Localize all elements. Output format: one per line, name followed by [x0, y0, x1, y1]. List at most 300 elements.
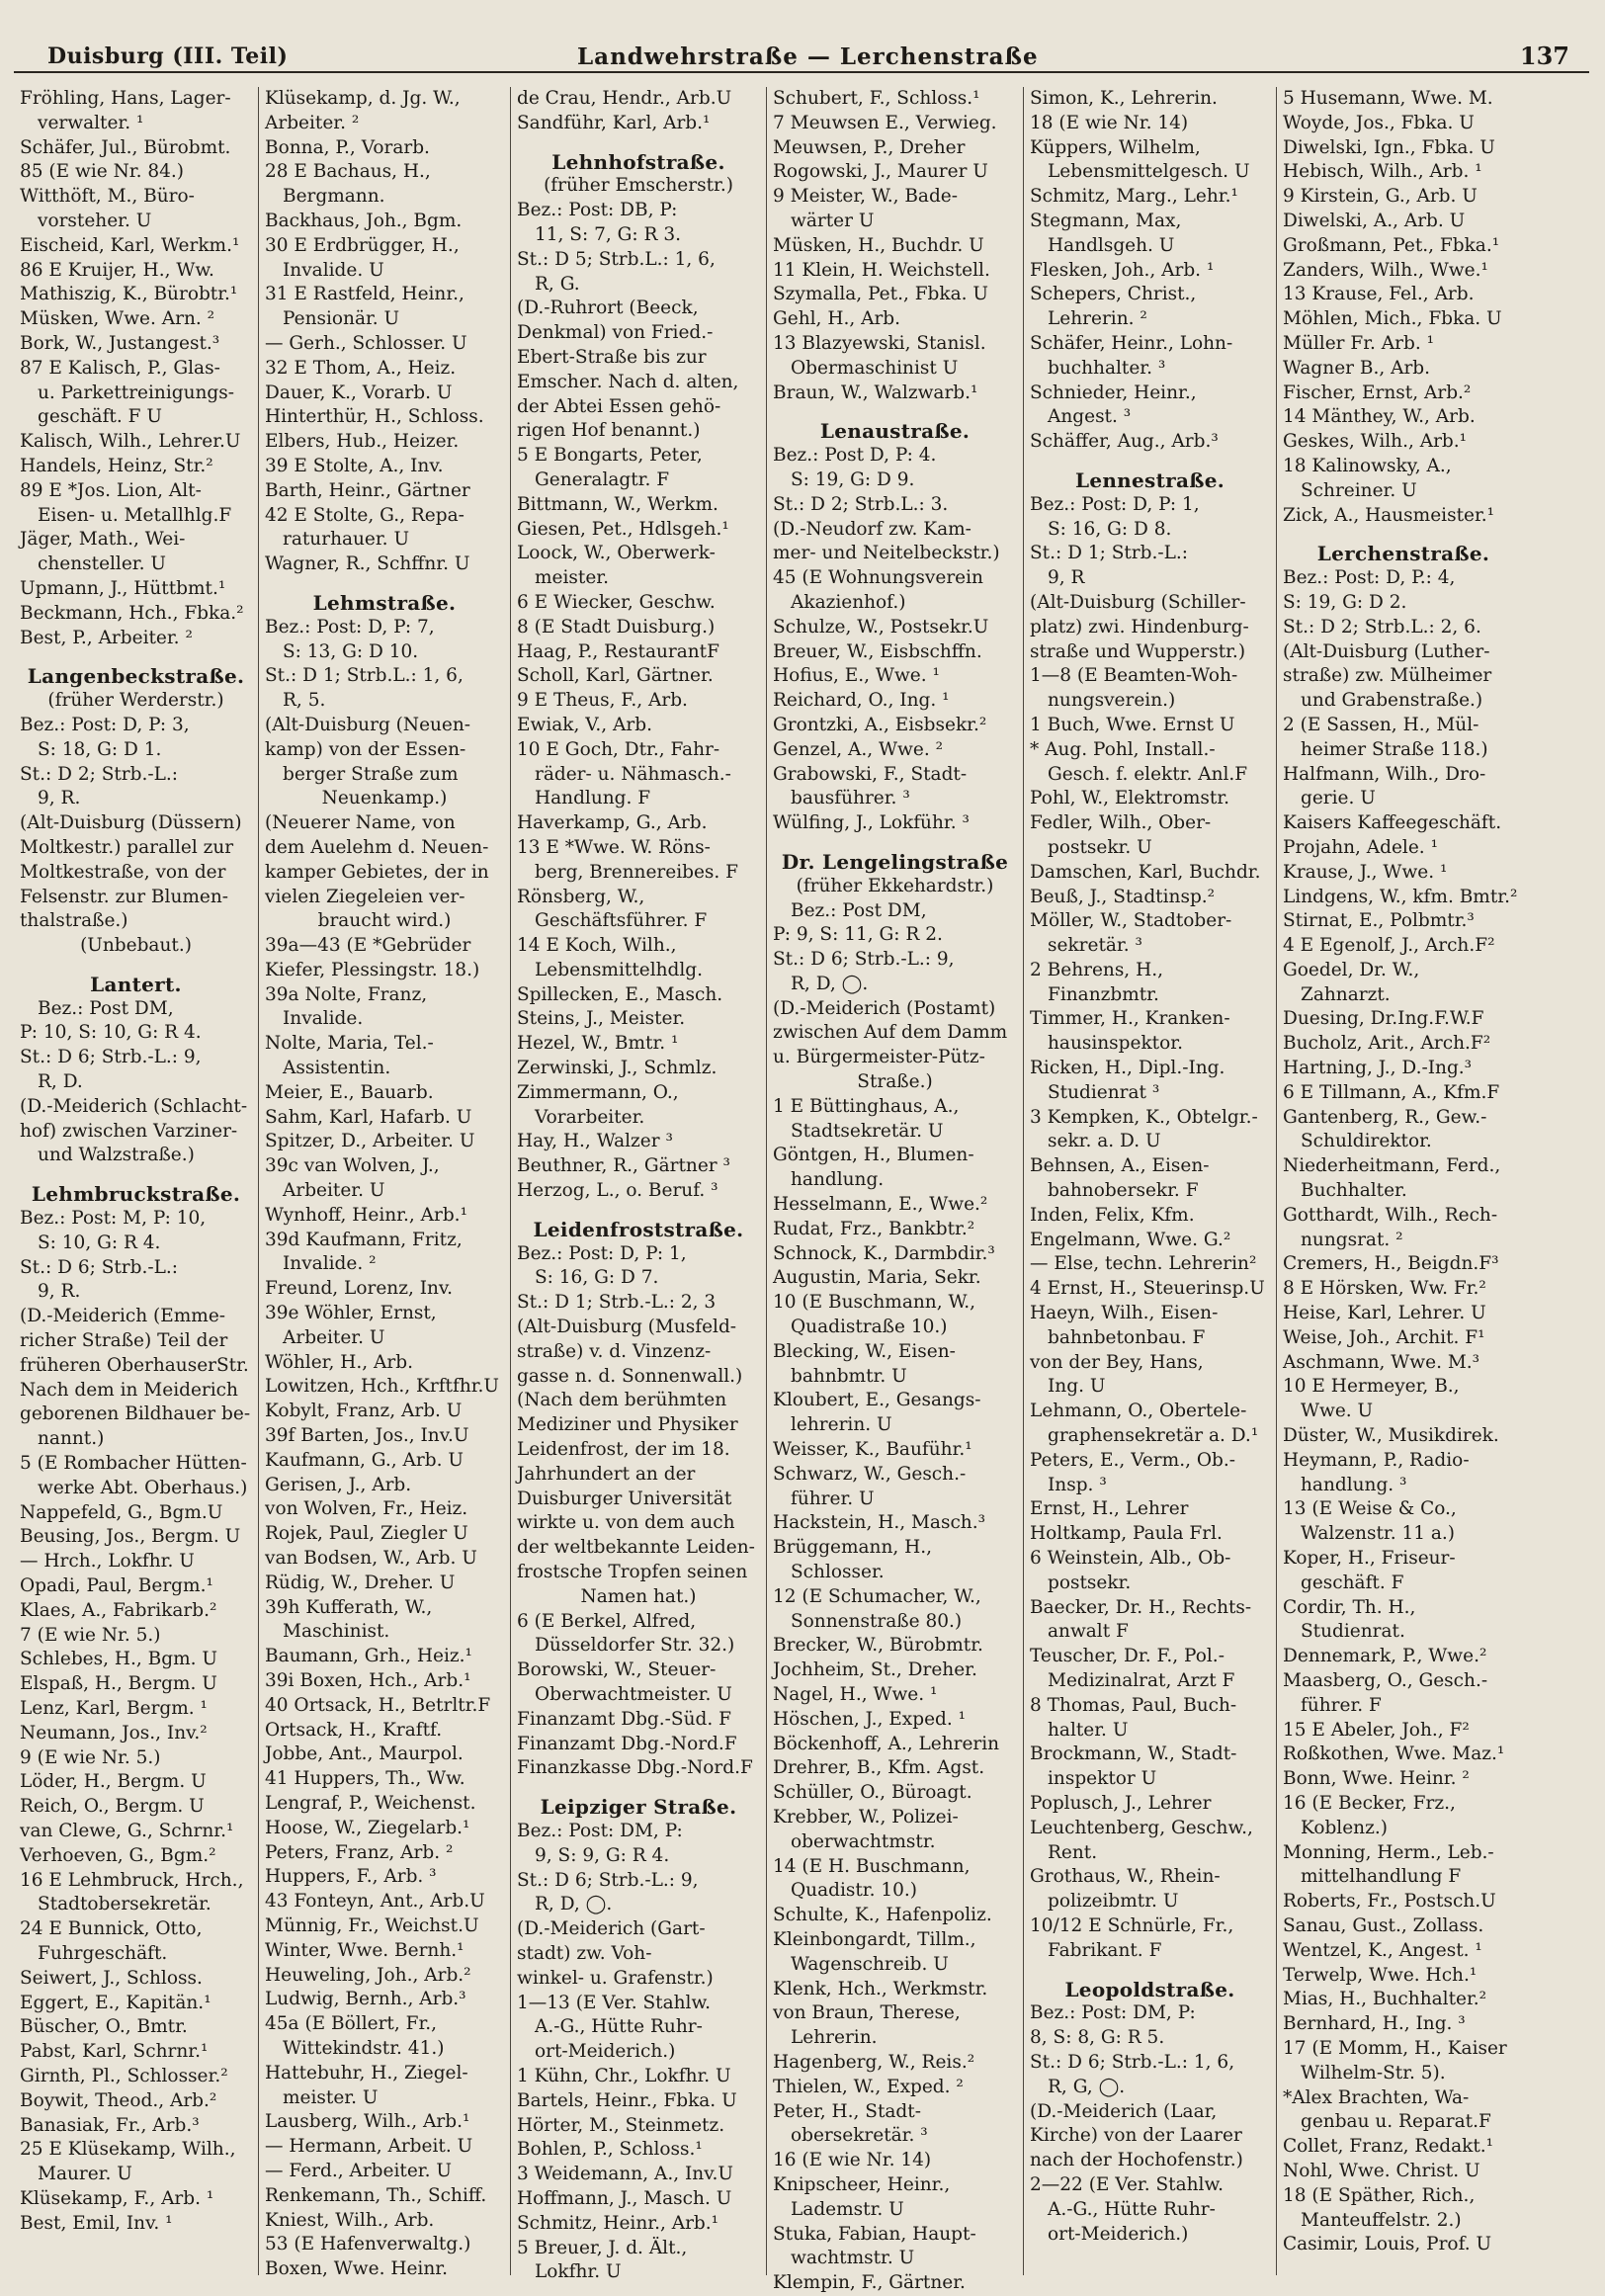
- directory-line: 30 E Erdbrügger, H.,: [265, 234, 460, 256]
- directory-line: Verhoeven, G., Bgm.²: [20, 1844, 216, 1866]
- directory-line: nannt.): [38, 1428, 105, 1450]
- directory-line: 2 Behrens, H.,: [1030, 959, 1163, 980]
- section-spacer: [1283, 528, 1524, 542]
- directory-line: Invalide. ²: [283, 1253, 377, 1275]
- directory-line: Generalagtr. F: [535, 468, 670, 490]
- directory-line: Schwarz, W., Gesch.-: [773, 1463, 967, 1485]
- directory-line: Neumann, Jos., Inv.²: [20, 1722, 208, 1743]
- directory-line: A.-G., Hütte Ruhr-: [535, 2016, 703, 2038]
- directory-line: Collet, Franz, Redakt.¹: [1283, 2136, 1494, 2158]
- directory-line: Hartning, J., D.-Ing.³: [1283, 1058, 1473, 1079]
- directory-line: St.: D 6; Strb.-L.:: [20, 1256, 179, 1278]
- section-spacer: [20, 959, 252, 973]
- directory-line: (D.-Ruhrort (Beeck,: [517, 298, 699, 319]
- directory-line: Wittekindstr. 41.): [283, 2037, 445, 2059]
- directory-line: S: 18, G: D 1.: [38, 738, 162, 760]
- street-heading: Lenaustraße.: [819, 419, 971, 444]
- directory-line: 4 E Egenolf, J., Arch.F²: [1283, 935, 1495, 957]
- directory-line: stadt) zw. Voh-: [517, 1942, 652, 1964]
- directory-line: postsekr. U: [1048, 836, 1152, 858]
- directory-line: Lindgens, W., kfm. Bmtr.²: [1283, 886, 1518, 907]
- section-spacer: [517, 136, 760, 150]
- directory-line: Assistentin.: [283, 1058, 391, 1079]
- directory-line: obersekretär. ³: [791, 2125, 928, 2147]
- directory-line: Büscher, O., Bmtr.: [20, 2016, 188, 2038]
- directory-line: Huppers, F., Arb. ³: [265, 1866, 437, 1888]
- directory-line: Fuhrgeschäft.: [38, 1942, 168, 1964]
- directory-line: (früher Emscherstr.): [544, 175, 733, 197]
- directory-line: Kobylt, Franz, Arb. U: [265, 1401, 463, 1422]
- directory-line: 6 (E Berkel, Alfred,: [517, 1610, 697, 1632]
- directory-line: geborenen Bildhauer be-: [20, 1403, 251, 1425]
- directory-line: 2—22 (E Ver. Stahlw.: [1030, 2173, 1224, 2195]
- directory-line: Haeyn, Wilh., Eisen-: [1030, 1303, 1219, 1324]
- directory-line: Koblenz.): [1301, 1817, 1388, 1838]
- street-heading: Leopoldstraße.: [1064, 1977, 1235, 2001]
- section-spacer: [517, 1204, 760, 1218]
- directory-line: Pohl, W., Elektromstr.: [1030, 788, 1230, 809]
- directory-line: Casimir, Louis, Prof. U: [1283, 2234, 1492, 2255]
- directory-line: 5 Husemann, Wwe. M.: [1283, 88, 1493, 109]
- directory-line: Bez.: Post: DB, P:: [517, 200, 678, 221]
- directory-line: Rönsberg, W.,: [517, 886, 645, 907]
- directory-line: räder- u. Nähmasch.-: [535, 763, 731, 785]
- street-heading: Lerchenstraße.: [1316, 542, 1490, 566]
- directory-line: Schnock, K., Darmbdir.³: [773, 1242, 995, 1264]
- directory-line: 39h Kufferath, W.,: [265, 1596, 433, 1618]
- directory-line: Diwelski, A., Arb. U: [1283, 210, 1466, 231]
- directory-line: Cremers, H., Beigdn.F³: [1283, 1253, 1499, 1275]
- directory-line: 13 E *Wwe. W. Röns-: [517, 836, 711, 858]
- directory-line: Lengraf, P., Weichenst.: [265, 1792, 476, 1814]
- directory-line: 13 Blazyewski, Stanisl.: [773, 332, 986, 354]
- directory-line: oberwachtmstr.: [791, 1830, 936, 1852]
- directory-line: Müller Fr. Arb. ¹: [1283, 332, 1434, 354]
- directory-line: Hezel, W., Bmtr. ¹: [517, 1033, 679, 1055]
- directory-line: Moltkestr.) parallel zur: [20, 836, 234, 858]
- directory-line: Niederheitmann, Ferd.,: [1283, 1155, 1501, 1177]
- directory-line: 41 Huppers, Th., Ww.: [265, 1768, 465, 1790]
- directory-line: und Walzstraße.): [38, 1145, 195, 1166]
- directory-line: Wagenschreib. U: [791, 1953, 949, 1975]
- directory-line: Nohl, Wwe. Christ. U: [1283, 2160, 1480, 2181]
- directory-line: bausführer. ³: [791, 788, 910, 809]
- directory-line: Kaufmann, G., Arb. U: [265, 1449, 464, 1471]
- directory-line: Stegmann, Max,: [1030, 210, 1182, 231]
- directory-line: Buchhalter.: [1301, 1180, 1407, 1202]
- directory-line: Zahnarzt.: [1301, 983, 1391, 1005]
- directory-line: Haag, P., RestaurantF: [517, 640, 719, 662]
- directory-line: Wynhoff, Heinr., Arb.¹: [265, 1204, 467, 1226]
- directory-line: Medizinalrat, Arzt F: [1048, 1670, 1235, 1691]
- directory-line: — Hermann, Arbeit. U: [265, 2136, 473, 2158]
- directory-line: mer- und Neitelbeckstr.): [773, 543, 1000, 564]
- directory-line: 9 E Theus, F., Arb.: [517, 690, 688, 712]
- directory-line: 18 (E wie Nr. 14): [1030, 112, 1189, 133]
- directory-line: 87 E Kalisch, P., Glas-: [20, 357, 220, 379]
- directory-line: kamper Gebietes, der in: [265, 861, 489, 883]
- directory-line: Brecker, W., Bürobmtr.: [773, 1635, 983, 1657]
- directory-line: (früher Werderstr.): [47, 690, 224, 712]
- directory-line: Heymann, P., Radio-: [1283, 1449, 1470, 1471]
- directory-line: Genzel, A., Wwe. ²: [773, 738, 943, 760]
- directory-line: gasse n. d. Sonnenwall.): [517, 1365, 743, 1387]
- directory-line: wärter U: [791, 210, 875, 231]
- directory-line: Reich, O., Bergm. U: [20, 1796, 205, 1818]
- directory-line: 43 Fonteyn, Ant., Arb.U: [265, 1891, 485, 1913]
- directory-line: Jäger, Math., Wei-: [20, 529, 186, 551]
- directory-line: Fabrikant. F: [1048, 1939, 1162, 1961]
- directory-line: Bez.: Post DM,: [791, 899, 927, 921]
- directory-line: 2 (E Sassen, H., Mül-: [1283, 714, 1479, 735]
- directory-line: van Bodsen, W., Arb. U: [265, 1548, 477, 1570]
- directory-line: Schuldirektor.: [1301, 1131, 1432, 1152]
- street-heading: Lehmstraße.: [312, 590, 457, 615]
- directory-line: ort-Meiderich.): [1048, 2223, 1189, 2245]
- directory-line: St.: D 2; Strb.-L.:: [20, 763, 179, 785]
- directory-line: Bonna, P., Vorarb.: [265, 136, 430, 158]
- directory-line: Arbeiter. ²: [265, 112, 360, 133]
- directory-line: Knipscheer, Heinr.,: [773, 2173, 951, 2195]
- directory-line: Best, Emil, Inv. ¹: [20, 2212, 173, 2234]
- directory-line: 10 (E Buschmann, W.,: [773, 1292, 976, 1314]
- directory-line: Boywit, Theod., Arb.²: [20, 2089, 217, 2111]
- directory-line: 11, S: 7, G: R 3.: [535, 223, 681, 245]
- directory-line: bahnobersekr. F: [1048, 1180, 1199, 1202]
- directory-line: kamp) von der Essen-: [265, 738, 466, 760]
- directory-line: Hagenberg, W., Reis.²: [773, 2051, 975, 2073]
- directory-line: — Hrch., Lokfhr. U: [20, 1551, 195, 1573]
- directory-line: Ludwig, Bernh., Arb.³: [265, 1989, 466, 2010]
- directory-line: 6 E Tillmann, A., Kfm.F: [1283, 1081, 1500, 1103]
- directory-line: 45a (E Böllert, Fr.,: [265, 2013, 438, 2035]
- directory-line: (Alt-Duisburg (Düssern): [20, 812, 242, 834]
- directory-line: zwischen Auf dem Damm: [773, 1022, 1008, 1044]
- section-spacer: [20, 650, 252, 664]
- directory-line: Peters, E., Verm., Ob.-: [1030, 1449, 1235, 1471]
- directory-line: Beusing, Jos., Bergm. U: [20, 1526, 241, 1548]
- directory-line: Grabowski, F., Stadt-: [773, 763, 968, 785]
- directory-line: R, G.: [535, 273, 580, 295]
- directory-line: werke Abt. Oberhaus.): [38, 1477, 248, 1498]
- directory-line: Schubert, F., Schloss.¹: [773, 88, 980, 109]
- directory-line: Banasiak, Fr., Arb.³: [20, 2114, 200, 2136]
- directory-line: 8 E Hörsken, Ww. Fr.²: [1283, 1278, 1486, 1300]
- directory-line: Lebensmittelgesch. U: [1048, 161, 1250, 183]
- column-4: [767, 87, 1024, 2294]
- directory-line: führer. F: [1301, 1694, 1382, 1716]
- directory-line: Fischer, Ernst, Arb.²: [1283, 382, 1472, 403]
- directory-line: geschäft. F U: [38, 406, 162, 428]
- directory-line: St.: D 1; Strb.L.: 1, 6,: [265, 665, 464, 687]
- directory-line: Zick, A., Hausmeister.¹: [1283, 504, 1495, 526]
- street-heading: Lennestraße.: [1074, 468, 1225, 492]
- directory-line: St.: D 6; Strb.-L.: 9,: [20, 1047, 202, 1068]
- directory-line: Bez.: Post DM,: [38, 997, 174, 1019]
- directory-line: Emscher. Nach d. alten,: [517, 371, 739, 392]
- directory-line: Neuenkamp.): [321, 788, 448, 809]
- directory-line: 53 (E Hafenverwaltg.): [265, 2234, 471, 2255]
- directory-line: Oberwachtmeister. U: [535, 1684, 732, 1705]
- directory-line: Löder, H., Bergm. U: [20, 1771, 207, 1793]
- directory-line: buchhalter. ³: [1048, 357, 1166, 379]
- directory-line: Behnsen, A., Eisen-: [1030, 1155, 1210, 1177]
- directory-line: 17 (E Momm, H., Kaiser: [1283, 2037, 1507, 2059]
- directory-line: Klüsekamp, F., Arb. ¹: [20, 2187, 214, 2209]
- directory-line: Schepers, Christ.,: [1030, 284, 1197, 305]
- directory-line: Freund, Lorenz, Inv.: [265, 1278, 454, 1300]
- directory-line: 40 Ortsack, H., Betrltr.F: [265, 1694, 491, 1716]
- directory-line: anwalt F: [1048, 1621, 1129, 1643]
- directory-line: Düsseldorfer Str. 32.): [535, 1635, 735, 1657]
- directory-line: 18 Kalinowsky, A.,: [1283, 455, 1452, 476]
- directory-line: (Neuerer Name, von: [265, 812, 456, 834]
- directory-line: nungsverein.): [1048, 690, 1176, 712]
- directory-line: 9 Kirstein, G., Arb. U: [1283, 186, 1478, 208]
- directory-line: *Alex Brachten, Wa-: [1283, 2086, 1470, 2108]
- directory-line: St.: D 2; Strb.L.: 3.: [773, 493, 949, 515]
- directory-line: (D.-Meiderich (Postamt): [773, 997, 996, 1019]
- directory-line: Leidenfrost, der im 18.: [517, 1439, 730, 1461]
- street-heading: Leipziger Straße.: [540, 1795, 737, 1820]
- directory-line: 8 Thomas, Paul, Buch-: [1030, 1694, 1237, 1716]
- directory-line: 39e Wöhler, Ernst,: [265, 1303, 437, 1324]
- directory-line: 1 E Büttinghaus, A.,: [773, 1095, 960, 1117]
- directory-line: Rojek, Paul, Ziegler U: [265, 1523, 468, 1545]
- directory-line: Haverkamp, G., Arb.: [517, 812, 708, 834]
- directory-line: Hackstein, H., Masch.³: [773, 1512, 986, 1534]
- directory-line: nungsrat. ²: [1301, 1229, 1403, 1250]
- directory-line: Ewiak, V., Arb.: [517, 714, 652, 735]
- directory-line: Pabst, Karl, Schrnr.¹: [20, 2041, 209, 2063]
- directory-line: Wilhelm-Str. 5).: [1301, 2062, 1446, 2083]
- directory-line: Krebber, W., Polizei-: [773, 1806, 959, 1828]
- directory-line: 9 (E wie Nr. 5.): [20, 1746, 161, 1768]
- directory-line: Duisburger Universität: [517, 1488, 732, 1509]
- directory-line: Hoose, W., Ziegelarb.¹: [265, 1817, 470, 1838]
- directory-line: — Ferd., Arbeiter. U: [265, 2160, 452, 2181]
- directory-line: Dennemark, P., Wwe.²: [1283, 1646, 1487, 1667]
- directory-line: Bez.: Post: DM, P:: [517, 1820, 683, 1841]
- directory-line: van Clewe, G., Schrnr.¹: [20, 1820, 234, 1841]
- street-heading: Langenbeckstraße.: [27, 664, 245, 689]
- directory-line: 39d Kaufmann, Fritz,: [265, 1229, 463, 1250]
- directory-line: 13 Krause, Fel., Arb.: [1283, 284, 1475, 305]
- directory-line: Ebert-Straße bis zur: [517, 346, 707, 368]
- directory-line: Ricken, H., Dipl.-Ing.: [1030, 1058, 1225, 1079]
- directory-line: genbau u. Reparat.F: [1301, 2111, 1491, 2133]
- directory-line: (Alt-Duisburg (Schiller-: [1030, 591, 1246, 613]
- directory-line: Blecking, W., Eisen-: [773, 1340, 956, 1362]
- directory-line: Schüller, O., Büroagt.: [773, 1782, 972, 1804]
- directory-line: u. Parkettreinigungs-: [38, 382, 234, 403]
- directory-line: Inden, Felix, Kfm.: [1030, 1204, 1195, 1226]
- header-district: Duisburg (III. Teil): [47, 43, 289, 69]
- directory-line: 7 (E wie Nr. 5.): [20, 1624, 161, 1646]
- directory-line: raturhauer. U: [283, 529, 410, 551]
- directory-line: 39 E Stolte, A., Inv.: [265, 455, 444, 476]
- directory-line: frostsche Tropfen seinen: [517, 1562, 748, 1583]
- directory-line: 9, R.: [38, 788, 81, 809]
- directory-line: 5 E Bongarts, Peter,: [517, 445, 703, 467]
- directory-line: Sanau, Gust., Zollass.: [1283, 1914, 1484, 1936]
- street-heading: Lehmbruckstraße.: [31, 1182, 241, 1207]
- directory-line: Bez.: Post: D, P: 3,: [20, 714, 190, 735]
- directory-line: Invalide. U: [283, 259, 384, 281]
- directory-line: führer. U: [791, 1488, 875, 1509]
- directory-line: (D.-Neudorf zw. Kam-: [773, 518, 971, 540]
- directory-line: (früher Ekkehardstr.): [796, 875, 994, 896]
- directory-line: Seiwert, J., Schloss.: [20, 1967, 203, 1989]
- directory-line: Nach dem in Meiderich: [20, 1379, 238, 1401]
- directory-line: S: 19, G: D 2.: [1283, 591, 1407, 613]
- section-spacer: [773, 836, 1017, 850]
- directory-line: Geskes, Wilh., Arb.¹: [1283, 431, 1468, 453]
- directory-line: 42 E Stolte, G., Repa-: [265, 504, 465, 526]
- directory-line: (D.-Meiderich (Laar,: [1030, 2100, 1218, 2122]
- directory-line: Girnth, Pl., Schlosser.²: [20, 2065, 228, 2086]
- directory-line: Namen hat.): [580, 1585, 697, 1607]
- directory-line: Böckenhoff, A., Lehrerin: [773, 1733, 1000, 1754]
- directory-line: Cordir, Th. H.,: [1283, 1596, 1416, 1618]
- directory-line: Gehl, H., Arb.: [773, 308, 901, 330]
- directory-line: Lehmann, O., Obertele-: [1030, 1401, 1247, 1422]
- directory-line: Upmann, J., Hüttbmt.¹: [20, 577, 226, 599]
- directory-line: bahnbetonbau. F: [1048, 1326, 1206, 1348]
- directory-line: Straße.): [857, 1071, 933, 1093]
- directory-line: Damschen, Karl, Buchdr.: [1030, 861, 1261, 883]
- directory-line: 11 Klein, H. Weichstell.: [773, 259, 990, 281]
- directory-line: Bucholz, Arit., Arch.F²: [1283, 1033, 1491, 1055]
- directory-line: 14 (E H. Buschmann,: [773, 1855, 971, 1877]
- directory-line: Schulze, W., Postsekr.U: [773, 616, 989, 638]
- directory-line: Lehrerin.: [791, 2027, 878, 2049]
- directory-line: Kiefer, Plessingstr. 18.): [265, 959, 480, 980]
- directory-line: Hay, H., Walzer ³: [517, 1131, 673, 1152]
- directory-line: Invalide.: [283, 1008, 364, 1030]
- directory-line: Rudat, Frz., Bankbtr.²: [773, 1218, 975, 1239]
- directory-line: Stadtsekretär. U: [791, 1120, 944, 1142]
- directory-line: Beuß, J., Stadtinsp.²: [1030, 886, 1216, 907]
- directory-line: 45 (E Wohnungsverein: [773, 567, 983, 589]
- street-heading: Lehnhofstraße.: [551, 149, 725, 174]
- directory-line: heimer Straße 118.): [1301, 738, 1488, 760]
- directory-line: Woyde, Jos., Fbka. U: [1283, 112, 1475, 133]
- directory-line: 10/12 E Schnürle, Fr.,: [1030, 1914, 1234, 1936]
- directory-line: 39a—43 (E *Gebrüder: [265, 935, 471, 957]
- directory-line: meister. U: [283, 2086, 379, 2108]
- directory-line: der Abtei Essen gehö-: [517, 395, 721, 417]
- directory-line: Pensionär. U: [283, 308, 400, 330]
- directory-line: 13 (E Weise & Co.,: [1283, 1498, 1457, 1520]
- directory-line: Denkmal) von Fried.-: [517, 322, 714, 344]
- directory-line: von Wolven, Fr., Heiz.: [265, 1498, 468, 1520]
- directory-line: Angest. ³: [1048, 406, 1132, 428]
- directory-line: Krause, J., Wwe. ¹: [1283, 861, 1448, 883]
- directory-line: Teuscher, Dr. F., Pol.-: [1030, 1646, 1225, 1667]
- directory-line: Holtkamp, Paula Frl.: [1030, 1523, 1223, 1545]
- directory-line: Rent.: [1048, 1841, 1098, 1863]
- directory-line: Zimmermann, O.,: [517, 1081, 679, 1103]
- directory-line: Möller, W., Stadtober-: [1030, 910, 1232, 932]
- directory-line: wirkte u. von dem auch: [517, 1512, 735, 1534]
- directory-line: Klenk, Hch., Werkmstr.: [773, 1978, 988, 1999]
- directory-line: Barth, Heinr., Gärtner: [265, 479, 470, 501]
- directory-line: Insp. ³: [1048, 1474, 1107, 1495]
- directory-line: hausinspektor.: [1048, 1033, 1183, 1055]
- directory-line: St.: D 1; Strb.-L.: 2, 3: [517, 1292, 717, 1314]
- directory-line: Bittmann, W., Werkm.: [517, 493, 718, 515]
- directory-line: Düster, W., Musikdirek.: [1283, 1425, 1499, 1447]
- directory-line: Gotthardt, Wilh., Rech-: [1283, 1204, 1498, 1226]
- directory-line: Lausberg, Wilh., Arb.¹: [265, 2111, 470, 2133]
- directory-line: Wagner B., Arb.: [1283, 357, 1431, 379]
- directory-line: 6 E Wiecker, Geschw.: [517, 591, 716, 613]
- directory-line: Mias, H., Buchhalter.²: [1283, 1989, 1487, 2010]
- directory-line: Best, P., Arbeiter. ²: [20, 627, 193, 648]
- directory-line: Bez.: Post: D, P.: 4,: [1283, 567, 1456, 589]
- directory-line: bahnbmtr. U: [791, 1365, 907, 1387]
- directory-line: Peters, Franz, Arb. ²: [265, 1841, 454, 1863]
- directory-line: 10 E Goch, Dtr., Fahr-: [517, 738, 720, 760]
- directory-line: Goedel, Dr. W.,: [1283, 959, 1420, 980]
- directory-line: mittelhandlung F: [1301, 1866, 1462, 1888]
- directory-line: Mediziner und Physiker: [517, 1414, 738, 1436]
- directory-line: Müsken, Wwe. Arn. ²: [20, 308, 215, 330]
- directory-line: Opadi, Paul, Bergm.¹: [20, 1575, 213, 1597]
- directory-line: Koper, H., Friseur-: [1283, 1548, 1456, 1570]
- directory-line: S: 10, G: R 4.: [38, 1232, 161, 1253]
- directory-line: Bartels, Heinr., Fbka. U: [517, 2089, 737, 2111]
- street-heading: Lantert.: [90, 972, 182, 996]
- directory-line: Wentzel, K., Angest. ¹: [1283, 1939, 1482, 1961]
- directory-line: Geschäftsführer. F: [535, 910, 708, 932]
- directory-line: Eggert, E., Kapitän.¹: [20, 1992, 211, 2013]
- directory-line: Borowski, W., Steuer-: [517, 1659, 717, 1681]
- directory-line: meister.: [535, 567, 609, 589]
- directory-line: 3 Kempken, K., Obtelgr.-: [1030, 1106, 1258, 1128]
- directory-line: Engelmann, Wwe. G.²: [1030, 1229, 1231, 1250]
- directory-line: Finanzbmtr.: [1048, 983, 1159, 1005]
- directory-line: Nappefeld, G., Bgm.U: [20, 1501, 223, 1523]
- column-1: [14, 87, 259, 2275]
- directory-line: St.: D 1; Strb.-L.:: [1030, 543, 1189, 564]
- directory-line: 16 (E Becker, Frz.,: [1283, 1792, 1456, 1814]
- directory-line: hof) zwischen Varziner-: [20, 1120, 238, 1142]
- directory-line: 7 Meuwsen E., Verwieg.: [773, 112, 997, 133]
- directory-line: Terwelp, Wwe. Hch.¹: [1283, 1964, 1478, 1986]
- directory-line: Bez.: Post: D, P: 1,: [1030, 493, 1200, 515]
- directory-line: 14 E Koch, Wilh.,: [517, 935, 677, 957]
- directory-line: Hörter, M., Steinmetz.: [517, 2114, 725, 2136]
- directory-line: Fröhling, Hans, Lager-: [20, 88, 231, 109]
- directory-line: Halfmann, Wilh., Dro-: [1283, 763, 1486, 785]
- directory-line: Höschen, J., Exped. ¹: [773, 1708, 967, 1730]
- directory-line: Arbeiter. U: [283, 1326, 385, 1348]
- column-5: [1024, 87, 1277, 2275]
- directory-line: Weise, Joh., Archit. F¹: [1283, 1326, 1485, 1348]
- directory-line: Lokfhr. U: [535, 2261, 622, 2283]
- column-6: [1277, 87, 1530, 2275]
- directory-line: 1 Buch, Wwe. Ernst U: [1030, 714, 1235, 735]
- section-spacer: [773, 405, 1017, 419]
- directory-line: Schlebes, H., Bgm. U: [20, 1649, 217, 1670]
- directory-line: 9, R: [1048, 567, 1085, 589]
- directory-line: u. Bürgermeister-Pütz-: [773, 1047, 985, 1068]
- directory-line: 5 Breuer, J. d. Ält.,: [517, 2237, 688, 2258]
- directory-line: straße und Wupperstr.): [1030, 640, 1246, 662]
- directory-line: braucht wird.): [317, 910, 452, 932]
